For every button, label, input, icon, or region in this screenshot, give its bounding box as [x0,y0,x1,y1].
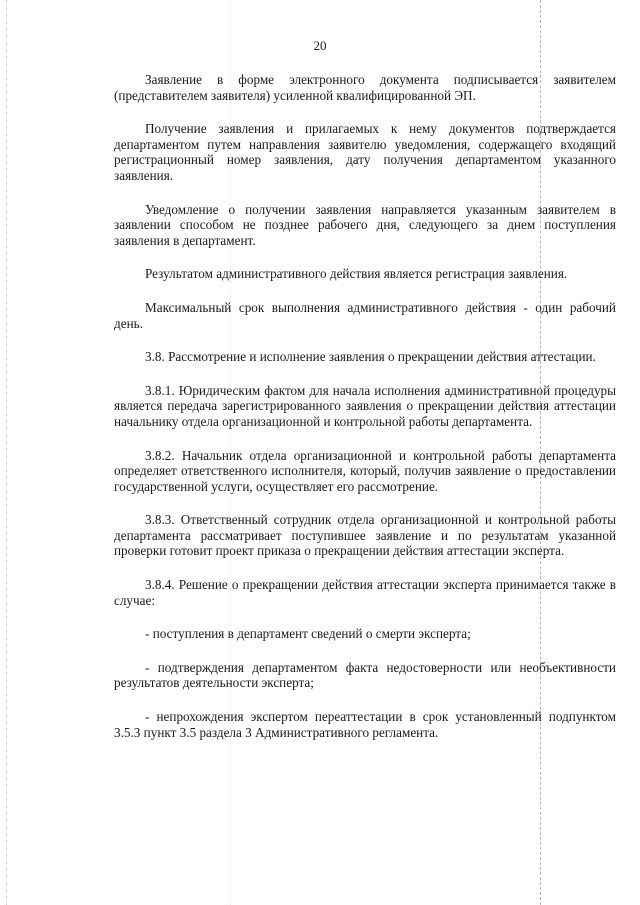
list-item-death: - поступления в департамент сведений о смерти эксперта; [145,626,471,642]
clause-3-8-3: 3.8.3. Ответственный сотрудник отдела организационной и контрольной работы департамента рассматривает поступившее заявление и по результатам указанной проверки готовит проект приказа о прекращении действия аттестации эксперта. [114,512,616,559]
paragraph-receipt: Получение заявления и прилагаемых к нему документов подтверждается департаментом путем направления заявителю уведомления, содержащего входящий регистрационный номер заявления, дату получения департаментом указанного заявления. [114,121,616,183]
clause-3-8-2: 3.8.2. Начальник отдела организационной и контрольной работы департамента определяет ответственного исполнителя, который, получив заявление о предоставлении государственной услуги, осуществляет его рассмотрение. [114,447,616,494]
list-item-recertification: - непрохождения экспертом переаттестации в срок установленный подпунктом 3.5.3 пункт 3.5 раздела 3 Административного регламента. [114,709,616,740]
paragraph-signature: Заявление в форме электронного документа подписывается заявителем (представителем заявителя) усиленной квалифицированной ЭП. [114,72,616,103]
clause-3-8-1: 3.8.1. Юридическим фактом для начала исполнения административной процедуры является передача зарегистрированного заявления о прекращении действия аттестации начальнику отдела организационной и контрольной работы департамента. [114,382,616,429]
clause-3-8-4: 3.8.4. Решение о прекращении действия аттестации эксперта принимается также в случае: [114,577,616,608]
page-number: 20 [313,38,327,53]
section-heading-3-8: 3.8. Рассмотрение и исполнение заявления о прекращении действия аттестации. [145,349,596,365]
list-item-unreliability: - подтверждения департаментом факта недостоверности или необъективности результатов деятельности эксперта; [114,659,616,691]
paragraph-deadline: Максимальный срок выполнения административного действия - один рабочий день. [114,299,616,331]
document-body [114,72,616,758]
paragraph-notification: Уведомление о получении заявления направляется указанным заявителем в заявлении способом не позднее рабочего дня, следующего за днем поступления заявления в департамент. [114,201,616,248]
paragraph-result: Результатом административного действия является регистрация заявления. [145,266,568,282]
scan-edge-left [6,0,7,905]
